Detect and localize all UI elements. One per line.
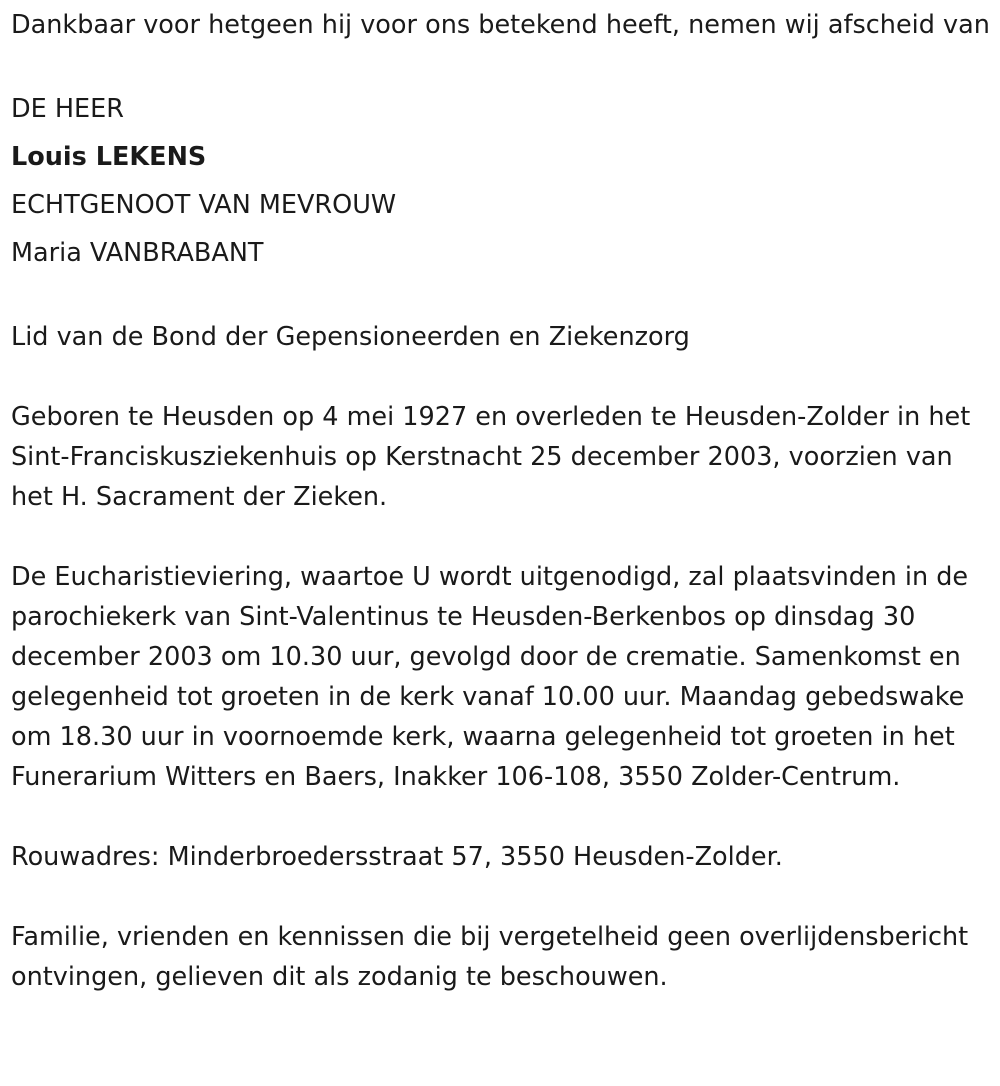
deceased-name: Louis LEKENS — [11, 142, 207, 172]
intro-paragraph: Dankbaar voor hetgeen hij voor ons betekend heeft, nemen wij afscheid van — [11, 10, 990, 40]
address-paragraph: Rouwadres: Minderbroedersstraat 57, 3550 Heusden-Zolder. — [11, 842, 783, 872]
service-paragraph: De Eucharistieviering, waartoe U wordt uitgenodigd, zal plaatsvinden in de parochiekerk van Sint-Valentinus te Heusden-Berkenbos op dinsdag 30 december 2003 om 10.30 uur, gevolgd door de crematie. Samenkomst en gelegenheid tot groeten in de kerk vanaf 10.00 uur. Maandag gebedswake om 18.30 uur in voornoemde kerk, waarna gelegenheid tot groeten in het Funerarium Witters en Baers, Inakker 106-108, 3550 Zolder-Centrum. — [11, 562, 969, 792]
spacer — [11, 277, 996, 317]
obituary-notice — [11, 5, 996, 997]
spacer — [11, 357, 996, 397]
spacer — [11, 45, 996, 85]
membership-paragraph: Lid van de Bond der Gepensioneerden en Ziekenzorg — [11, 322, 690, 352]
birth-death-paragraph: Geboren te Heusden op 4 mei 1927 en overleden te Heusden-Zolder in het Sint-Franciskusziekenhuis op Kerstnacht 25 december 2003, voorzien van het H. Sacrament der Zieken. — [11, 402, 971, 512]
spacer — [11, 517, 996, 557]
spacer — [11, 877, 996, 917]
spouse-label: ECHTGENOOT VAN MEVROUW — [11, 190, 397, 220]
closing-paragraph: Familie, vrienden en kennissen die bij vergetelheid geen overlijdensbericht ontvingen, gelieven dit als zodanig te beschouwen. — [11, 922, 969, 992]
spouse-name: Maria VANBRABANT — [11, 238, 264, 268]
honorific-title: DE HEER — [11, 94, 124, 124]
spacer — [11, 797, 996, 837]
